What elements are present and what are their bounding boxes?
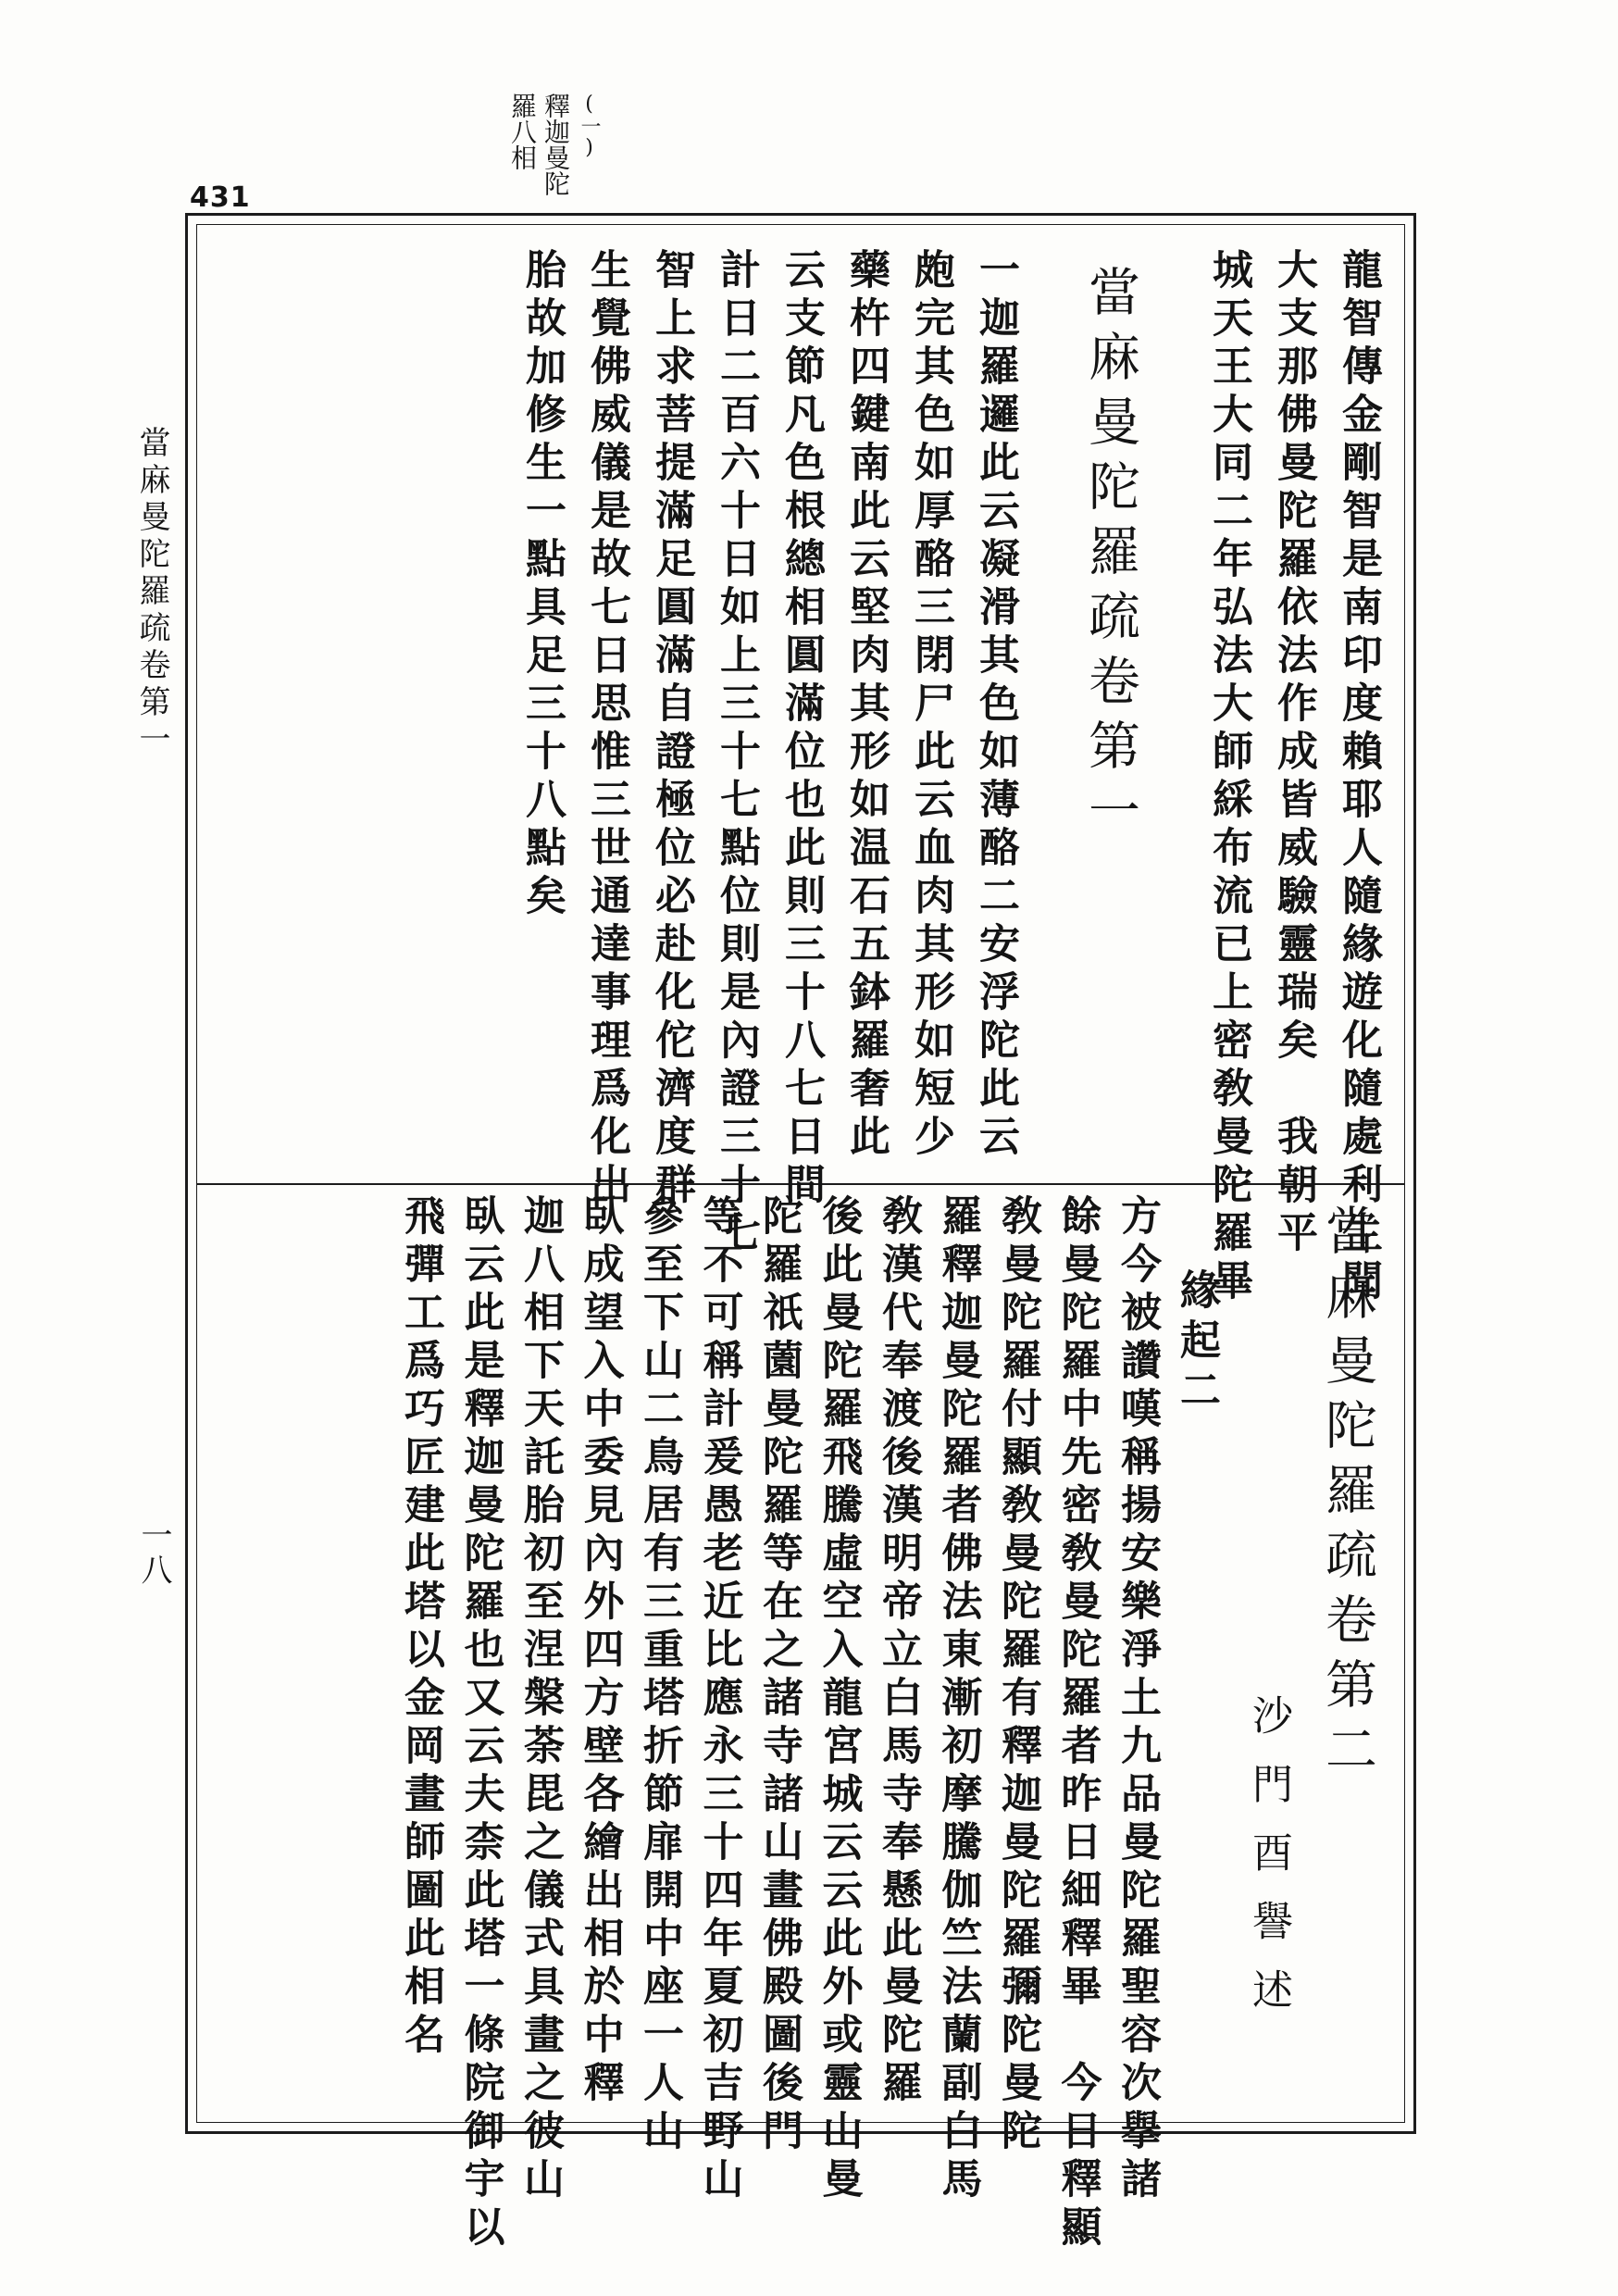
column-gap (1026, 248, 1068, 1174)
page-number: 431 (190, 181, 251, 214)
volume-title: 當麻曼陀羅疏卷第二 (1317, 1204, 1377, 1787)
text-column: 皰完其色如厚酪三閉尸此云血肉其形如短少 (907, 248, 954, 1163)
text-column: 生覺佛威儀是故七日思惟三世通達事理爲化出 (583, 248, 630, 1211)
text-column: 飛彈工爲巧匠建此塔以金岡畫師圖此相名 (397, 1194, 444, 2061)
running-title: 當麻曼陀羅疏卷第一 (133, 426, 170, 759)
text-column: 後此曼陀羅飛騰虛空入龍宮城云云此外或靈山曼 (815, 1194, 863, 2205)
text-column: 云支節凡色根總相圓滿位也此則三十八七日間 (778, 248, 825, 1211)
text-column: 臥成望入中委見內外四方壁各繪出相於中釋 (576, 1194, 624, 2109)
text-column: 胎故加修生一點具足三十八點矣 (518, 248, 566, 922)
text-column: 敎曼陀羅付顯敎曼陀羅有釋迦曼陀羅彌陀曼陀 (994, 1194, 1041, 2157)
text-column: 城天王大同二年弘法大師綵布流已上密敎曼陀羅畢 (1205, 248, 1252, 1307)
section-heading: 緣起二 (1173, 1268, 1220, 1418)
text-column: 一迦羅邏此云凝滑其色如薄酪二安浮陀此云 (972, 248, 1019, 1163)
author-credit: 沙門酉譽述 (1245, 1694, 1292, 2037)
margin-note-marker: (一) (578, 93, 601, 159)
text-column: 智上求菩提滿足圓滿自證極位必赴化佗濟度群 (648, 248, 695, 1211)
margin-note (507, 93, 604, 196)
margin-note-line: 釋迦曼陀 (541, 93, 571, 196)
leaf-number: 一八 (135, 1518, 172, 1589)
text-column: 方今被讚嘆稱揚安樂淨土九品曼陀羅聖容次擧諸 (1114, 1194, 1161, 2205)
text-column: 大支那佛曼陀羅依法作成皆威驗靈瑞矣 我朝平 (1270, 248, 1317, 1259)
text-column: 臥云此是釋迦曼陀羅也又云夫柰此塔一條院御宇以 (456, 1194, 504, 2253)
margin-note-line: 羅八相 (507, 93, 538, 170)
text-column: 計日二百六十日如上三十七點位則是內證三十七 (713, 248, 760, 1259)
text-column: 羅釋迦曼陀羅者佛法東漸初摩騰伽竺法蘭副白馬 (934, 1194, 982, 2205)
text-column: 等不可稱計爰愚老近比應永三十四年夏初吉野山 (695, 1194, 743, 2205)
text-column: 敎漢代奉渡後漢明帝立白馬寺奉懸此曼陀羅 (875, 1194, 922, 2109)
lower-text-block (209, 1194, 1388, 2253)
text-column: 參至下山二鳥居有三重塔折節扉開中座一人山 (636, 1194, 683, 2157)
upper-text-block (209, 248, 1388, 1307)
text-column: 藥杵四鍵南此云堅肉其形如温石五鉢羅奢此 (842, 248, 890, 1163)
text-column: 餘曼陀羅中先密敎曼陀羅者昨日細釋畢 今日釋顯 (1053, 1194, 1101, 2253)
text-column: 陀羅祇薗曼陀羅等在之諸寺諸山畫佛殿圖後門 (755, 1194, 803, 2157)
column-gap (1151, 248, 1194, 1174)
text-column: 龍智傳金剛智是南印度賴耶人隨緣遊化隨處利生聞 (1335, 248, 1382, 1307)
section-title: 當麻曼陀羅疏卷第一 (1080, 265, 1140, 848)
text-column: 迦八相下天託胎初至涅槃荼毘之儀式具畫之彼山 (517, 1194, 564, 2205)
